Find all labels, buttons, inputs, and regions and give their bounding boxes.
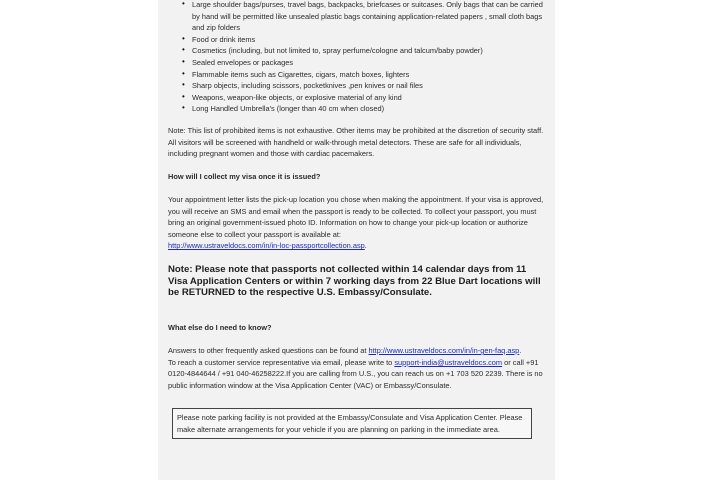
bullet-icon: • <box>182 80 185 90</box>
list-item: • Long Handled Umbrella's (longer than 40 cm when closed) <box>182 103 385 114</box>
security-note: Note: This list of prohibited items is not exhaustive. Other items may be prohibited at the discretion of security staff. All visitors will be screened with handheld or walk-through metal detectors. These are safe for all individuals, including pregnant women and those with cardiac pacemakers. <box>168 126 544 159</box>
collect-visa-body: Your appointment letter lists the pick-up location you chose when making the appointment. If your visa is approved, you will receive an SMS and email when the passport is ready to be collected. To collect your passport, you must bring an original government-issued photo ID. Information on how to change your pick-up location or authorize someone else to collect your passport is available at: http://www.ustraveldocs.com/in/in-loc-passportcollection.asp. <box>168 195 544 251</box>
else-know-heading: What else do I need to know? <box>168 323 272 332</box>
bullet-icon: • <box>182 56 185 66</box>
prohibited-items-list <box>158 0 552 115</box>
parking-note-box <box>172 408 532 439</box>
list-item: • Large shoulder bags/purses, travel bags, backpacks, briefcases or suitcases. Only bags that can be carried by hand will be permitted like unsealed plastic bags containing application-related papers , small cloth bags and zip folders <box>182 0 543 33</box>
document-page <box>158 0 555 480</box>
bullet-icon: • <box>182 45 185 55</box>
collect-visa-heading: How will I collect my visa once it is issued? <box>168 172 321 181</box>
list-item: • Sharp objects, including scissors, pocketknives ,pen knives or nail files <box>182 80 423 91</box>
returned-passport-note: Note: Please note that passports not collected within 14 calendar days from 11 Visa Application Centers or within 7 working days from 22 Blue Dart locations will be RETURNED to the respective U.S. Embassy/Consulate. <box>168 264 541 299</box>
list-item: • Sealed envelopes or packages <box>182 56 294 67</box>
list-item: • Flammable items such as Cigarettes, cigars, match boxes, lighters <box>182 68 410 79</box>
list-item: • Cosmetics (including, but not limited to, spray perfume/cologne and talcum/baby powder) <box>182 45 483 56</box>
bullet-icon: • <box>182 68 185 78</box>
bullet-icon: • <box>182 0 185 8</box>
passport-collection-link[interactable]: http://www.ustraveldocs.com/in/in-loc-passportcollection.asp <box>168 241 365 251</box>
faq-link[interactable]: http://www.ustraveldocs.com/in/in-gen-faq.asp <box>368 346 520 355</box>
bullet-icon: • <box>182 103 185 113</box>
else-know-body: Answers to other frequently asked questions can be found at http://www.ustraveldocs.com/in/in-gen-faq.asp. To reach a customer service representative via email, please write to support-india@ustraveldocs.com or call +91 0120-4844644 / +91 040-46258222.If you are calling from U.S., you can reach us on +1 703 520 2239. There is no public information window at the Visa Application Center (VAC) or Embassy/Consulate. <box>168 346 543 390</box>
list-item: • Weapons, weapon-like objects, or explosive material of any kind <box>182 91 402 102</box>
support-email-link[interactable]: support-india@ustraveldocs.com <box>394 357 503 367</box>
list-item: • Food or drink items <box>182 33 256 44</box>
bullet-icon: • <box>182 91 185 101</box>
bullet-icon: • <box>182 33 185 43</box>
parking-note: Please note parking facility is not provided at the Embassy/Consulate and Visa Application Center. Please make alternate arrangements for your vehicle if you are planning on parking in the immediate area. <box>177 413 523 434</box>
